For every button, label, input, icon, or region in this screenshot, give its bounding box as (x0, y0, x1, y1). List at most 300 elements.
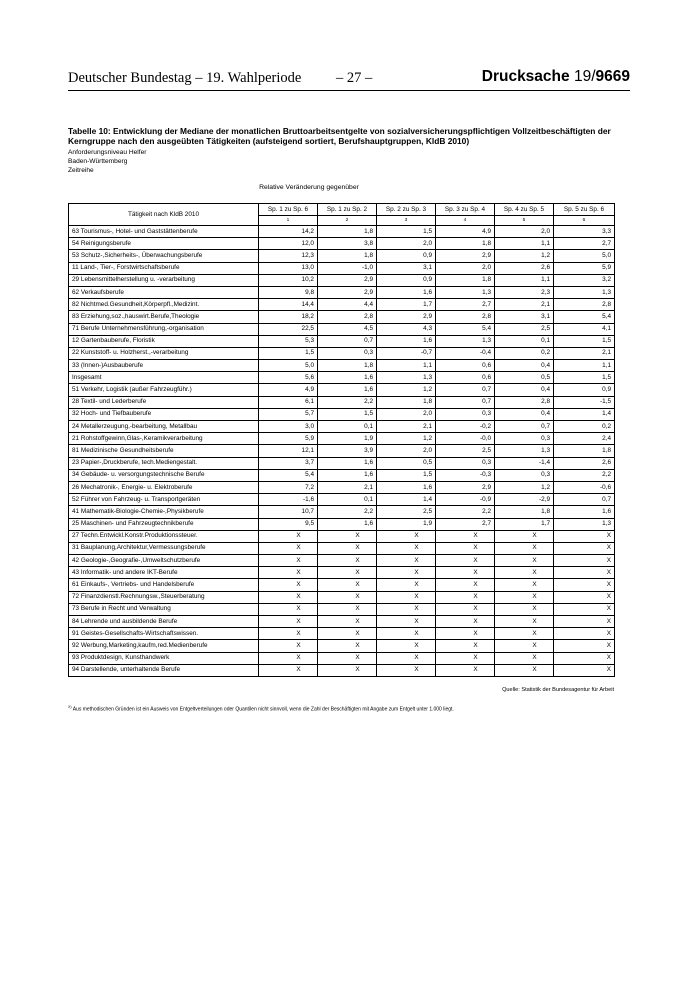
row-value: X (554, 628, 615, 640)
table-row (69, 567, 615, 579)
row-value: 1,3 (436, 335, 495, 347)
row-value: 2,9 (318, 274, 377, 286)
row-value: 0,2 (554, 421, 615, 433)
row-value: 3,1 (377, 262, 436, 274)
row-value: X (318, 579, 377, 591)
row-value: 1,5 (318, 408, 377, 420)
row-value: 0,4 (495, 360, 554, 372)
row-label: 11 Land-, Tier-, Forstwirtschaftsberufe (69, 262, 259, 274)
row-value: 1,2 (495, 481, 554, 493)
row-label: 21 Rohstoffgewinn,Glas-,Keramikverarbeitung (69, 433, 259, 445)
row-value: 1,7 (377, 299, 436, 311)
row-value: X (377, 555, 436, 567)
row-value: X (377, 664, 436, 676)
table-row (69, 433, 615, 445)
table-row (69, 542, 615, 554)
row-value: X (318, 603, 377, 615)
row-value: X (259, 579, 318, 591)
row-value: X (495, 579, 554, 591)
column-number: 2 (318, 216, 377, 226)
row-value: 14,2 (259, 226, 318, 238)
header-doc-num-bold: 9669 (595, 68, 630, 85)
row-value: 3,7 (259, 457, 318, 469)
row-value: 4,9 (259, 384, 318, 396)
table-row (69, 347, 615, 359)
row-value: 1,4 (377, 494, 436, 506)
row-value: 2,0 (377, 445, 436, 457)
row-value: 2,9 (318, 286, 377, 298)
row-value: -0,9 (436, 494, 495, 506)
row-value: 2,8 (495, 396, 554, 408)
row-value: 1,8 (377, 396, 436, 408)
row-value: -1,5 (554, 396, 615, 408)
row-value: X (554, 640, 615, 652)
row-value: 1,8 (554, 445, 615, 457)
table-row (69, 445, 615, 457)
meta-series: Zeitreihe (68, 167, 94, 174)
row-value: -0,7 (377, 347, 436, 359)
table-row (69, 262, 615, 274)
row-label: 34 Gebäude- u. versorgungstechnische Berufe (69, 469, 259, 481)
column-number: 6 (554, 216, 615, 226)
row-value: X (554, 616, 615, 628)
row-value: 5,4 (554, 311, 615, 323)
row-value: 1,4 (554, 408, 615, 420)
table-row (69, 506, 615, 518)
column-number: 4 (436, 216, 495, 226)
row-value: 1,8 (495, 506, 554, 518)
row-value: 0,3 (495, 433, 554, 445)
row-value: 12,1 (259, 445, 318, 457)
column-header: Sp. 1 zu Sp. 6 (259, 204, 318, 216)
row-value: 1,5 (554, 372, 615, 384)
meta-level: Anforderungsniveau Helfer (68, 149, 147, 156)
row-value: 14,4 (259, 299, 318, 311)
table-row (69, 360, 615, 372)
row-value: X (495, 603, 554, 615)
row-label: 71 Berufe Unternehmensführung,-organisation (69, 323, 259, 335)
column-number: 1 (259, 216, 318, 226)
table-row (69, 579, 615, 591)
table-row (69, 494, 615, 506)
row-value: 18,2 (259, 311, 318, 323)
row-value: 10,2 (259, 274, 318, 286)
row-value: 0,6 (436, 360, 495, 372)
row-value: 2,7 (554, 238, 615, 250)
row-value: 4,3 (377, 323, 436, 335)
header-doc-num-regular: 19/ (573, 68, 596, 85)
row-label: 24 Metallerzeugung,-bearbeitung, Metallbau (69, 421, 259, 433)
row-value: 1,2 (495, 250, 554, 262)
row-label: 23 Papier-,Druckberufe, tech.Mediengestalt. (69, 457, 259, 469)
row-value: X (495, 567, 554, 579)
table-row (69, 421, 615, 433)
row-value: 1,9 (377, 518, 436, 530)
row-label: 28 Textil- und Lederberufe (69, 396, 259, 408)
row-label: 31 Bauplanung,Architektur,Vermessungsberufe (69, 542, 259, 554)
row-value: 1,1 (554, 360, 615, 372)
row-value: 2,0 (377, 238, 436, 250)
row-label: 83 Erziehung,soz.,hauswirt.Berufe,Theologie (69, 311, 259, 323)
row-value: X (495, 616, 554, 628)
row-value: -0,2 (436, 421, 495, 433)
row-value: X (436, 567, 495, 579)
row-value: X (259, 567, 318, 579)
row-value: 13,0 (259, 262, 318, 274)
row-value: 5,9 (259, 433, 318, 445)
row-value: 1,9 (318, 433, 377, 445)
column-header: Sp. 3 zu Sp. 4 (436, 204, 495, 216)
table-row (69, 640, 615, 652)
row-value: X (318, 652, 377, 664)
data-table (68, 203, 615, 677)
row-value: 12,3 (259, 250, 318, 262)
row-value: 1,2 (377, 384, 436, 396)
row-value: X (318, 567, 377, 579)
row-value: 6,1 (259, 396, 318, 408)
row-value: X (436, 628, 495, 640)
row-value: X (554, 530, 615, 542)
row-value: X (259, 555, 318, 567)
row-label: 82 Nichtmed.Gesundheit,Körperpfl.,Medizint. (69, 299, 259, 311)
row-value: 2,6 (495, 262, 554, 274)
row-label: 72 Finanzdienstl.Rechnungsw.,Steuerberatung (69, 591, 259, 603)
row-value: X (259, 530, 318, 542)
row-label: 54 Reinigungsberufe (69, 238, 259, 250)
row-value: 0,4 (495, 408, 554, 420)
row-value: X (318, 664, 377, 676)
row-value: 2,9 (436, 250, 495, 262)
column-header: Sp. 5 zu Sp. 6 (554, 204, 615, 216)
row-value: 0,3 (495, 469, 554, 481)
row-label: 27 Techn.Entwickl.Konstr.Produktionssteuer. (69, 530, 259, 542)
row-value: 1,5 (554, 335, 615, 347)
row-value: X (554, 664, 615, 676)
row-value: 0,3 (436, 457, 495, 469)
row-value: 1,1 (495, 274, 554, 286)
row-label: 22 Kunststoff- u. Holzherst.,-verarbeitung (69, 347, 259, 359)
row-value: 1,8 (318, 250, 377, 262)
row-value: 2,2 (318, 506, 377, 518)
table-row (69, 335, 615, 347)
row-value: X (436, 542, 495, 554)
activity-header: Tätigkeit nach KldB 2010 (69, 204, 259, 226)
row-value: 1,6 (318, 518, 377, 530)
table-row (69, 664, 615, 676)
table-title: Tabelle 10: Entwicklung der Mediane der monatlichen Bruttoarbeitsentgelte von sozialversicherungspflichtigen Vollzeitbeschäftigten der Kerngruppe nach den ausgeübten Tätigkeiten (aufsteigend sortiert, Berufshauptgruppen, KldB 2010) (68, 126, 611, 147)
row-value: 2,1 (495, 299, 554, 311)
row-value: X (318, 542, 377, 554)
row-label: 73 Berufe in Recht und Verwaltung (69, 603, 259, 615)
page-header (68, 70, 630, 91)
row-value: X (436, 616, 495, 628)
row-label: 52 Führer von Fahrzeug- u. Transportgeräten (69, 494, 259, 506)
row-value: 0,1 (495, 335, 554, 347)
row-value: 3,3 (554, 226, 615, 238)
row-label: 92 Werbung,Marketing,kaufm,red.Medienberufe (69, 640, 259, 652)
row-value: X (377, 628, 436, 640)
row-value: 2,2 (436, 506, 495, 518)
row-value: X (436, 640, 495, 652)
row-label: 81 Medizinische Gesundheitsberufe (69, 445, 259, 457)
row-value: X (554, 652, 615, 664)
row-value: 2,8 (554, 299, 615, 311)
table-row (69, 481, 615, 493)
row-value: -0,0 (436, 433, 495, 445)
row-value: 2,2 (318, 396, 377, 408)
row-value: 4,1 (554, 323, 615, 335)
table-row (69, 457, 615, 469)
row-value: 2,6 (554, 457, 615, 469)
row-value: X (495, 652, 554, 664)
row-value: 9,8 (259, 286, 318, 298)
row-value: X (259, 640, 318, 652)
table-row (69, 518, 615, 530)
row-label: 91 Geistes-Gesellschafts-Wirtschaftswissen. (69, 628, 259, 640)
row-value: 1,5 (259, 347, 318, 359)
footnote-text: Aus methodischen Gründen ist ein Ausweis von Entgeltverteilungen oder Quantilen nicht sinnvoll, wenn die Zahl der Beschäftigten mit Angabe zum Entgelt unter 1.000 liegt. (72, 706, 454, 713)
row-value: 1,8 (436, 274, 495, 286)
row-value: 0,1 (318, 421, 377, 433)
row-value: 2,8 (436, 311, 495, 323)
row-label: 94 Darstellende, unterhaltende Berufe (69, 664, 259, 676)
row-value: 2,7 (436, 299, 495, 311)
row-value: X (377, 591, 436, 603)
row-label: 53 Schutz-,Sicherheits-, Überwachungsberufe (69, 250, 259, 262)
row-value: 4,4 (318, 299, 377, 311)
row-value: 12,0 (259, 238, 318, 250)
row-value: X (318, 555, 377, 567)
row-value: 0,5 (495, 372, 554, 384)
row-value: 0,7 (554, 494, 615, 506)
row-value: X (495, 628, 554, 640)
row-value: X (554, 591, 615, 603)
row-value: X (436, 664, 495, 676)
row-value: 5,4 (259, 469, 318, 481)
row-label: 62 Verkaufsberufe (69, 286, 259, 298)
row-value: 2,8 (318, 311, 377, 323)
row-label: 25 Maschinen- und Fahrzeugtechnikberufe (69, 518, 259, 530)
row-value: -0,4 (436, 347, 495, 359)
column-header: Sp. 2 zu Sp. 3 (377, 204, 436, 216)
row-label: 63 Tourismus-, Hotel- und Gaststättenberufe (69, 226, 259, 238)
row-value: X (377, 579, 436, 591)
row-value: 5,3 (259, 335, 318, 347)
row-value: X (554, 567, 615, 579)
row-value: X (377, 567, 436, 579)
row-value: 1,3 (495, 445, 554, 457)
header-page-number: – 27 – (336, 70, 373, 86)
row-value: X (259, 652, 318, 664)
row-value: 1,3 (554, 286, 615, 298)
row-value: 2,9 (377, 311, 436, 323)
row-value: 1,6 (318, 384, 377, 396)
row-value: 1,8 (318, 360, 377, 372)
row-value: 0,9 (377, 250, 436, 262)
table-row (69, 286, 615, 298)
row-value: X (554, 579, 615, 591)
row-label: 33 (Innen-)Ausbauberufe (69, 360, 259, 372)
row-label: 42 Geologie-,Geografie-,Umweltschutzberufe (69, 555, 259, 567)
row-value: 1,5 (377, 226, 436, 238)
row-value: X (318, 591, 377, 603)
row-value: -2,9 (495, 494, 554, 506)
footnote (68, 705, 454, 713)
column-number: 5 (495, 216, 554, 226)
row-value: 5,0 (554, 250, 615, 262)
row-value: X (436, 591, 495, 603)
row-value: 0,4 (495, 384, 554, 396)
row-value: X (436, 555, 495, 567)
row-value: X (318, 640, 377, 652)
row-value: X (436, 530, 495, 542)
row-value: 3,9 (318, 445, 377, 457)
row-value: X (495, 530, 554, 542)
header-publication: Deutscher Bundestag – 19. Wahlperiode (68, 70, 302, 86)
row-value: X (259, 616, 318, 628)
row-value: X (318, 628, 377, 640)
row-value: 1,5 (377, 469, 436, 481)
row-value: 3,2 (554, 274, 615, 286)
row-value: -1,0 (318, 262, 377, 274)
row-value: X (259, 603, 318, 615)
row-value: 2,1 (377, 421, 436, 433)
row-value: 1,3 (554, 518, 615, 530)
row-value: X (377, 652, 436, 664)
row-value: X (318, 530, 377, 542)
row-label: 32 Hoch- und Tiefbauberufe (69, 408, 259, 420)
row-value: 5,6 (259, 372, 318, 384)
table-row (69, 396, 615, 408)
row-value: X (554, 603, 615, 615)
row-label: 26 Mechatronik-, Energie- u. Elektroberufe (69, 481, 259, 493)
row-label: 84 Lehrende und ausbildende Berufe (69, 616, 259, 628)
relative-change-label: Relative Veränderung gegenüber (259, 184, 359, 191)
row-value: 0,6 (436, 372, 495, 384)
row-value: X (436, 652, 495, 664)
row-label: 61 Einkaufs-, Vertriebs- und Handelsberufe (69, 579, 259, 591)
source-note: Quelle: Statistik der Bundesagentur für Arbeit (502, 687, 614, 693)
row-value: 2,7 (436, 518, 495, 530)
row-value: X (495, 542, 554, 554)
row-value: 5,4 (436, 323, 495, 335)
row-value: X (259, 591, 318, 603)
row-value: X (495, 640, 554, 652)
column-header: Sp. 4 zu Sp. 5 (495, 204, 554, 216)
row-value: 1,3 (377, 372, 436, 384)
row-value: 22,5 (259, 323, 318, 335)
row-value: 2,2 (554, 469, 615, 481)
row-value: 0,7 (436, 384, 495, 396)
row-value: 1,3 (436, 286, 495, 298)
table-row (69, 274, 615, 286)
meta-region: Baden-Württemberg (68, 158, 128, 165)
row-value: X (436, 579, 495, 591)
table-row (69, 603, 615, 615)
row-value: 1,1 (495, 238, 554, 250)
row-value: X (554, 542, 615, 554)
row-value: X (495, 664, 554, 676)
row-value: X (377, 530, 436, 542)
row-value: X (377, 640, 436, 652)
table-row (69, 323, 615, 335)
table-row (69, 238, 615, 250)
row-value: 0,5 (377, 457, 436, 469)
row-label: 51 Verkehr, Logistik (außer Fahrzeugführ.) (69, 384, 259, 396)
row-value: 2,1 (318, 481, 377, 493)
row-value: 1,6 (554, 506, 615, 518)
table-row (69, 652, 615, 664)
row-label: 29 Lebensmittelherstellung u. -verarbeitung (69, 274, 259, 286)
row-value: 2,0 (377, 408, 436, 420)
row-value: 0,7 (436, 396, 495, 408)
row-value: -0,3 (436, 469, 495, 481)
row-value: 0,7 (318, 335, 377, 347)
row-value: X (495, 591, 554, 603)
table-row (69, 372, 615, 384)
row-value: 2,4 (554, 433, 615, 445)
header-doc-label: Drucksache (481, 68, 570, 85)
row-value: 0,9 (554, 384, 615, 396)
row-value: 0,7 (495, 421, 554, 433)
row-value: X (377, 616, 436, 628)
row-value: 1,8 (436, 238, 495, 250)
column-number: 3 (377, 216, 436, 226)
table-row (69, 384, 615, 396)
row-value: 3,8 (318, 238, 377, 250)
row-value: 0,2 (495, 347, 554, 359)
row-value: X (259, 628, 318, 640)
row-value: 1,8 (318, 226, 377, 238)
row-value: 1,6 (318, 457, 377, 469)
row-value: 0,3 (318, 347, 377, 359)
row-value: 2,3 (495, 286, 554, 298)
table-row (69, 555, 615, 567)
row-value: 2,5 (377, 506, 436, 518)
row-value: 2,5 (436, 445, 495, 457)
row-value: 0,9 (377, 274, 436, 286)
table-row (69, 250, 615, 262)
row-value: 2,0 (436, 262, 495, 274)
header-document-number (482, 68, 630, 86)
row-value: 1,7 (495, 518, 554, 530)
row-value: 3,1 (495, 311, 554, 323)
row-value: 9,5 (259, 518, 318, 530)
row-value: 0,1 (318, 494, 377, 506)
table-row (69, 469, 615, 481)
row-value: X (554, 555, 615, 567)
table-row (69, 226, 615, 238)
row-value: 1,6 (318, 469, 377, 481)
row-value: 1,1 (377, 360, 436, 372)
row-value: X (318, 616, 377, 628)
row-value: -1,4 (495, 457, 554, 469)
table-row (69, 311, 615, 323)
row-value: 1,6 (377, 481, 436, 493)
row-value: 2,0 (495, 226, 554, 238)
row-label: 41 Mathematik-Biologie-Chemie-,Physikberufe (69, 506, 259, 518)
row-value: 7,2 (259, 481, 318, 493)
row-value: 5,9 (554, 262, 615, 274)
row-value: X (377, 603, 436, 615)
column-header: Sp. 1 zu Sp. 2 (318, 204, 377, 216)
row-value: X (377, 542, 436, 554)
row-value: 5,7 (259, 408, 318, 420)
row-value: X (259, 664, 318, 676)
row-value: 4,5 (318, 323, 377, 335)
row-value: X (495, 555, 554, 567)
footnote-mark: X) (68, 705, 72, 709)
